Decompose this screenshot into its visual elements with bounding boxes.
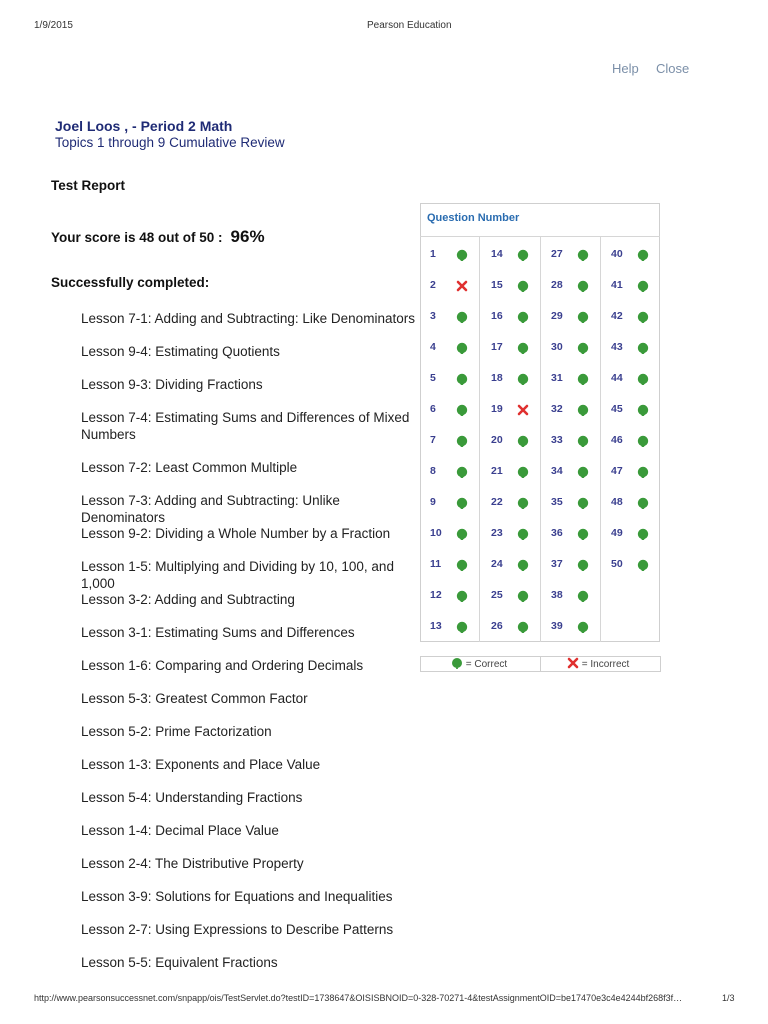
lesson-item: Lesson 9-3: Dividing Fractions: [81, 377, 263, 392]
question-number: 22: [491, 496, 503, 508]
correct-icon: [456, 528, 468, 540]
question-cell: [481, 586, 539, 606]
correct-icon: [456, 559, 468, 571]
correct-icon: [577, 528, 589, 540]
correct-icon: [517, 621, 529, 633]
correct-icon: [517, 559, 529, 571]
question-number: 21: [491, 465, 503, 477]
question-cell: [481, 524, 539, 544]
correct-icon: [517, 311, 529, 323]
correct-icon: [637, 559, 649, 571]
correct-icon: [577, 404, 589, 416]
footer-page-number: 1/3: [722, 993, 735, 1003]
question-number: 37: [551, 558, 563, 570]
legend-correct: [451, 657, 507, 671]
question-number: 26: [491, 620, 503, 632]
question-number: 42: [611, 310, 623, 322]
question-cell: [601, 462, 659, 482]
question-number: 14: [491, 248, 503, 260]
lesson-item: Lesson 2-4: The Distributive Property: [81, 856, 304, 871]
question-cell: [541, 400, 599, 420]
question-cell: [481, 462, 539, 482]
lesson-item: Lesson 3-2: Adding and Subtracting: [81, 592, 295, 607]
question-number: 15: [491, 279, 503, 291]
correct-icon: [456, 497, 468, 509]
print-title: Pearson Education: [367, 20, 452, 31]
question-number: 36: [551, 527, 563, 539]
print-date: 1/9/2015: [34, 20, 73, 31]
question-number: 4: [430, 341, 436, 353]
question-cell: [601, 276, 659, 296]
lesson-item: Lesson 1-3: Exponents and Place Value: [81, 757, 321, 772]
question-number: 33: [551, 434, 563, 446]
question-number: 13: [430, 620, 442, 632]
correct-icon: [517, 497, 529, 509]
correct-icon: [637, 497, 649, 509]
question-number: 2: [430, 279, 436, 291]
lesson-item: Lesson 5-3: Greatest Common Factor: [81, 691, 308, 706]
legend-incorrect-label: = Incorrect: [581, 659, 630, 670]
question-number: 45: [611, 403, 623, 415]
incorrect-icon: [567, 657, 579, 674]
question-cell: [420, 524, 478, 544]
question-number: 30: [551, 341, 563, 353]
question-cell: [481, 245, 539, 265]
lesson-item: Lesson 1-4: Decimal Place Value: [81, 823, 279, 838]
question-number: 10: [430, 527, 442, 539]
question-number: 27: [551, 248, 563, 260]
correct-icon: [456, 435, 468, 447]
question-cell: [541, 431, 599, 451]
question-cell: [420, 462, 478, 482]
question-number: 25: [491, 589, 503, 601]
question-cell: [481, 431, 539, 451]
question-cell: [420, 276, 478, 296]
correct-icon: [637, 249, 649, 261]
question-cell: [601, 555, 659, 575]
correct-icon: [577, 590, 589, 602]
question-number: 44: [611, 372, 623, 384]
question-number: 5: [430, 372, 436, 384]
question-cell: [601, 307, 659, 327]
lesson-item: Lesson 7-2: Least Common Multiple: [81, 460, 298, 475]
question-number: 40: [611, 248, 623, 260]
legend: [420, 656, 661, 672]
question-number: 16: [491, 310, 503, 322]
correct-icon: [456, 342, 468, 354]
question-number: 9: [430, 496, 436, 508]
footer-url: http://www.pearsonsuccessnet.com/snpapp/ois/TestServlet.do?testID=1738647&OISISBNOID=0-328-70271-4&testAssignmentOID=be17470e3c4e4244bf268f3f…: [34, 993, 683, 1003]
correct-icon: [456, 590, 468, 602]
question-cell: [601, 245, 659, 265]
legend-correct-label: = Correct: [465, 659, 508, 670]
correct-icon: [637, 404, 649, 416]
question-grid-title: Question Number: [427, 212, 520, 224]
lesson-item: Lesson 2-7: Using Expressions to Describe Patterns: [81, 922, 394, 937]
correct-icon: [456, 249, 468, 261]
question-number: 12: [430, 589, 442, 601]
question-cell: [601, 493, 659, 513]
question-cell: [601, 338, 659, 358]
question-number: 3: [430, 310, 436, 322]
question-cell: [541, 369, 599, 389]
correct-icon: [456, 466, 468, 478]
correct-icon: [456, 404, 468, 416]
lesson-item: Lesson 9-4: Estimating Quotients: [81, 344, 280, 359]
question-cell: [420, 431, 478, 451]
correct-icon: [517, 249, 529, 261]
question-cell: [541, 617, 599, 637]
question-cell: [481, 617, 539, 637]
correct-icon: [577, 621, 589, 633]
question-number: 49: [611, 527, 623, 539]
lesson-item: Lesson 5-4: Understanding Fractions: [81, 790, 303, 805]
question-cell: [420, 555, 478, 575]
correct-icon: [637, 342, 649, 354]
question-number: 38: [551, 589, 563, 601]
close-link[interactable]: Close: [656, 61, 690, 76]
correct-icon: [451, 657, 463, 674]
assignment-title: Topics 1 through 9 Cumulative Review: [55, 135, 285, 150]
correct-icon: [517, 280, 529, 292]
question-cell: [481, 338, 539, 358]
question-number: 17: [491, 341, 503, 353]
question-cell: [541, 245, 599, 265]
question-cell: [420, 400, 478, 420]
question-number: 35: [551, 496, 563, 508]
correct-icon: [577, 280, 589, 292]
question-cell: [541, 586, 599, 606]
legend-divider: [540, 657, 541, 671]
lesson-item: Lesson 7-1: Adding and Subtracting: Like Denominators: [81, 311, 415, 326]
lesson-item: Lesson 1-5: Multiplying and Dividing by 10, 100, and 1,000: [81, 559, 394, 591]
question-cell: [481, 555, 539, 575]
correct-icon: [577, 497, 589, 509]
correct-icon: [517, 590, 529, 602]
question-cell: [481, 400, 539, 420]
question-number: 31: [551, 372, 563, 384]
correct-icon: [637, 466, 649, 478]
lesson-item: Lesson 9-2: Dividing a Whole Number by a Fraction: [81, 526, 391, 541]
correct-icon: [577, 373, 589, 385]
correct-icon: [517, 466, 529, 478]
question-number: 28: [551, 279, 563, 291]
correct-icon: [637, 280, 649, 292]
lesson-item: Lesson 1-6: Comparing and Ordering Decimals: [81, 658, 364, 673]
help-link[interactable]: Help: [612, 61, 639, 76]
correct-icon: [577, 249, 589, 261]
correct-icon: [577, 342, 589, 354]
question-number: 18: [491, 372, 503, 384]
correct-icon: [517, 435, 529, 447]
incorrect-icon: [517, 404, 529, 416]
question-number: 8: [430, 465, 436, 477]
question-number: 39: [551, 620, 563, 632]
question-number: 11: [430, 558, 442, 570]
student-class-heading: Joel Loos , - Period 2 Math: [55, 118, 233, 134]
question-cell: [420, 493, 478, 513]
lesson-item: Lesson 3-1: Estimating Sums and Differences: [81, 625, 355, 640]
question-number: 19: [491, 403, 503, 415]
question-number: 20: [491, 434, 503, 446]
legend-incorrect: [567, 657, 629, 671]
question-cell: [420, 586, 478, 606]
question-number: 32: [551, 403, 563, 415]
grid-column-divider: [479, 237, 480, 642]
question-cell: [601, 400, 659, 420]
section-title: Test Report: [51, 178, 126, 193]
incorrect-icon: [456, 280, 468, 292]
correct-icon: [577, 559, 589, 571]
question-number: 1: [430, 248, 436, 260]
correct-icon: [456, 311, 468, 323]
question-number: 50: [611, 558, 623, 570]
lesson-item: Lesson 3-9: Solutions for Equations and Inequalities: [81, 889, 393, 904]
question-number: 46: [611, 434, 623, 446]
question-cell: [420, 338, 478, 358]
correct-icon: [637, 528, 649, 540]
correct-icon: [517, 342, 529, 354]
score-text: Your score is 48 out of 50 :: [51, 230, 223, 245]
question-number: 47: [611, 465, 623, 477]
question-cell: [601, 524, 659, 544]
score-percent: 96%: [230, 227, 265, 246]
question-cell: [541, 338, 599, 358]
question-cell: [420, 617, 478, 637]
question-number: 34: [551, 465, 563, 477]
question-number: 24: [491, 558, 503, 570]
score-line: [51, 227, 265, 247]
lesson-item: Lesson 5-2: Prime Factorization: [81, 724, 272, 739]
correct-icon: [456, 621, 468, 633]
correct-icon: [577, 311, 589, 323]
question-cell: [541, 307, 599, 327]
question-cell: [601, 431, 659, 451]
question-number: 43: [611, 341, 623, 353]
question-number: 7: [430, 434, 436, 446]
question-number: 48: [611, 496, 623, 508]
question-number: 41: [611, 279, 623, 291]
question-cell: [541, 462, 599, 482]
question-cell: [481, 276, 539, 296]
question-cell: [541, 524, 599, 544]
question-cell: [601, 369, 659, 389]
question-cell: [541, 276, 599, 296]
question-number: 6: [430, 403, 436, 415]
question-cell: [481, 307, 539, 327]
question-cell: [420, 369, 478, 389]
correct-icon: [577, 466, 589, 478]
correct-icon: [577, 435, 589, 447]
completed-title: Successfully completed:: [51, 275, 210, 290]
correct-icon: [517, 528, 529, 540]
lesson-item: Lesson 7-4: Estimating Sums and Differences of Mixed Numbers: [81, 410, 410, 442]
question-cell: [420, 245, 478, 265]
question-cell: [481, 493, 539, 513]
question-number: 29: [551, 310, 563, 322]
correct-icon: [637, 435, 649, 447]
correct-icon: [637, 373, 649, 385]
question-number: 23: [491, 527, 503, 539]
correct-icon: [456, 373, 468, 385]
correct-icon: [517, 373, 529, 385]
question-cell: [541, 493, 599, 513]
lesson-item: Lesson 5-5: Equivalent Fractions: [81, 955, 278, 970]
lesson-item: Lesson 7-3: Adding and Subtracting: Unlike Denominators: [81, 493, 340, 525]
question-cell: [481, 369, 539, 389]
correct-icon: [637, 311, 649, 323]
question-cell: [420, 307, 478, 327]
question-cell: [541, 555, 599, 575]
